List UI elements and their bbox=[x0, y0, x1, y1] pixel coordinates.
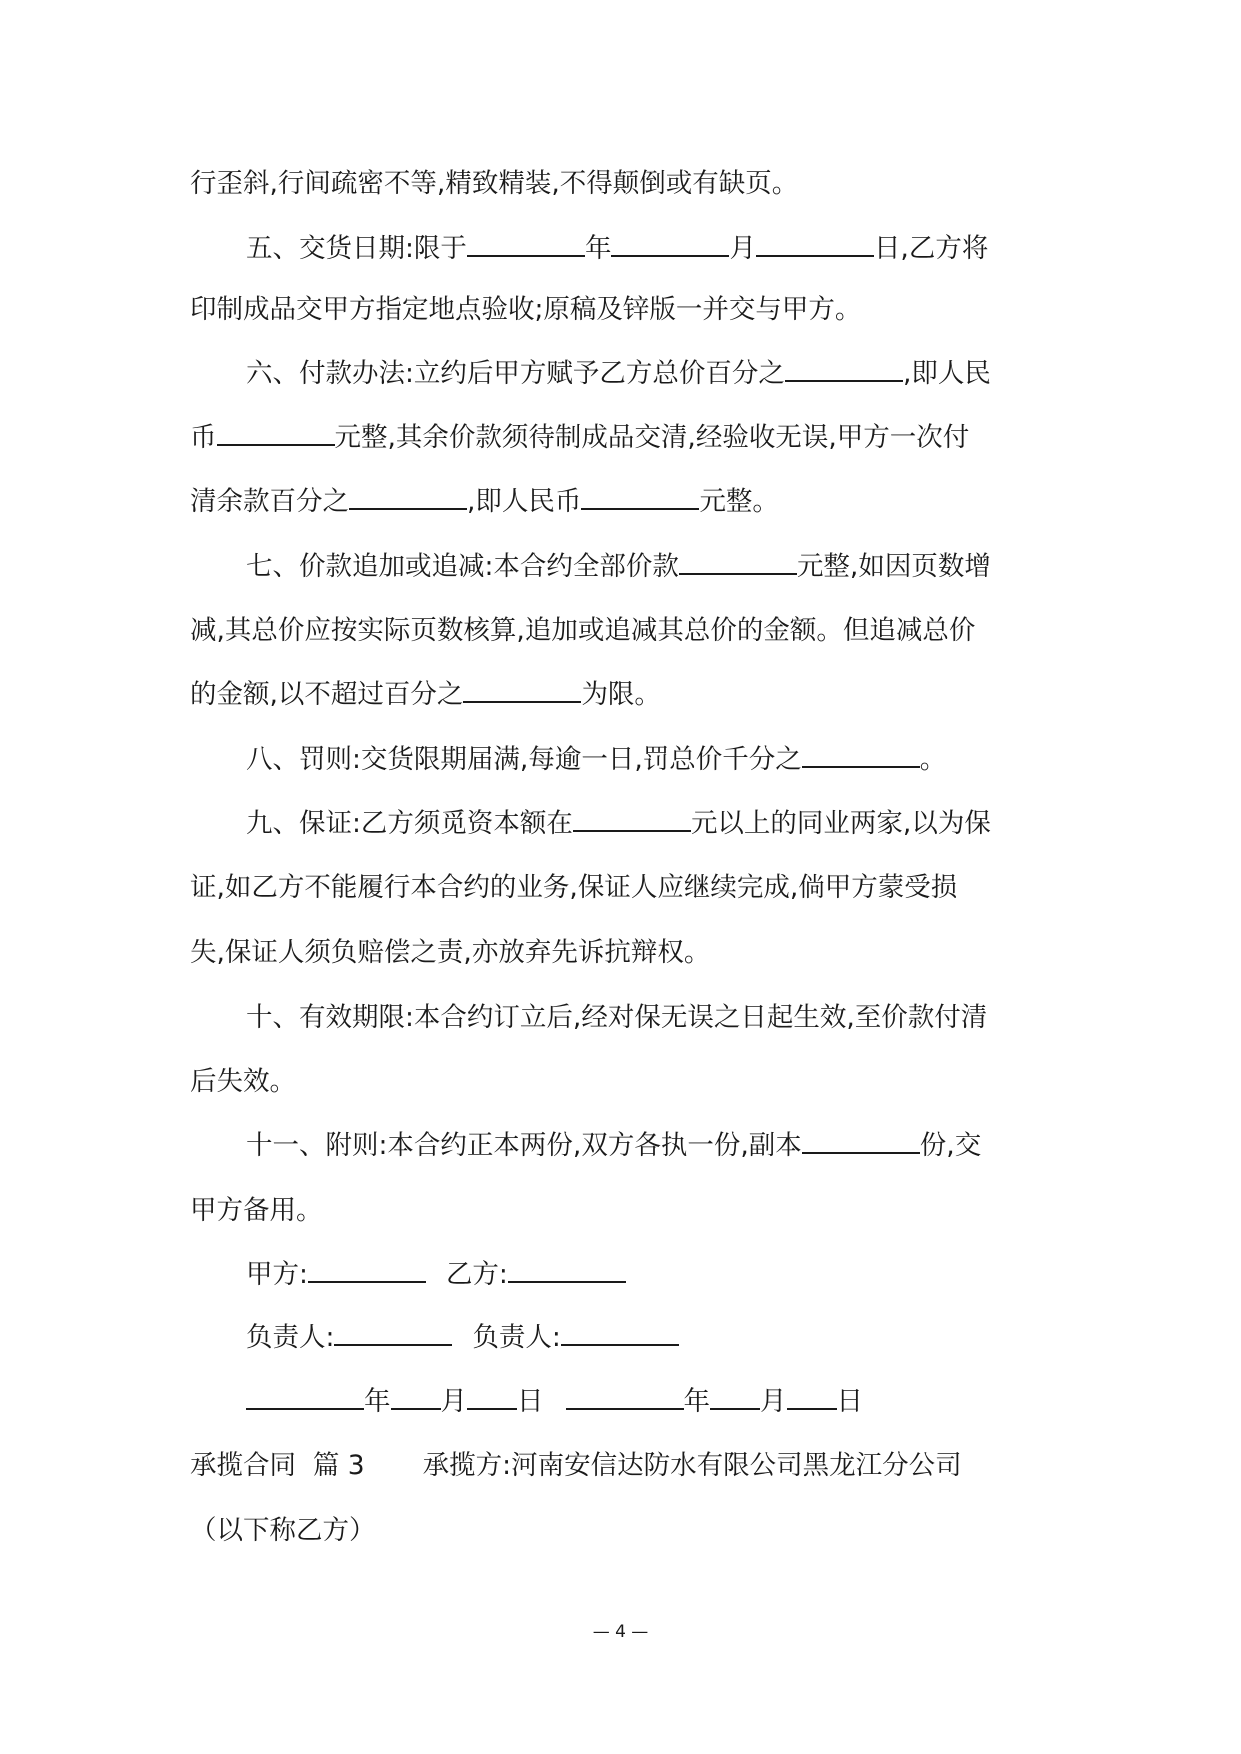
signature-representatives bbox=[246, 1318, 1046, 1358]
text: 币 bbox=[190, 422, 217, 453]
text: 五、交货日期:限于 bbox=[246, 233, 467, 264]
text: 元以上的同业两家,以为保 bbox=[690, 808, 991, 839]
rep-a-label: 负责人: bbox=[246, 1322, 335, 1353]
signature-dates bbox=[246, 1382, 1046, 1422]
paragraph-line bbox=[190, 482, 1050, 522]
blank-month[interactable] bbox=[391, 1384, 441, 1410]
clause-5-delivery-date bbox=[246, 229, 1046, 269]
clause-7-price-adjustment bbox=[246, 547, 1046, 587]
text: 六、付款办法:立约后甲方赋予乙方总价百分之 bbox=[246, 358, 785, 389]
blank-day[interactable] bbox=[787, 1384, 837, 1410]
blank-amount[interactable] bbox=[679, 549, 797, 575]
paragraph-line bbox=[190, 290, 1050, 330]
section-heading bbox=[190, 1446, 1050, 1486]
text: 月 bbox=[440, 1386, 467, 1417]
text: 十一、附则:本合约正本两份,双方各执一份,副本 bbox=[246, 1130, 802, 1161]
paragraph-line bbox=[190, 675, 1050, 715]
text: 七、价款追加或追减:本合约全部价款 bbox=[246, 551, 679, 582]
text: 日 bbox=[836, 1386, 863, 1417]
clause-6-payment bbox=[246, 354, 1046, 394]
signature-parties bbox=[246, 1255, 1046, 1295]
text: 减,其总价应按实际页数核算,追加或追减其总价的金额。但追减总价 bbox=[190, 615, 976, 646]
text: 年 bbox=[683, 1386, 710, 1417]
text: 行歪斜,行间疏密不等,精致精装,不得颠倒或有缺页。 bbox=[190, 168, 799, 199]
blank-percent[interactable] bbox=[349, 484, 467, 510]
blank-copies[interactable] bbox=[802, 1128, 920, 1154]
text: （以下称乙方） bbox=[190, 1515, 376, 1546]
blank-month[interactable] bbox=[611, 231, 729, 257]
text: 十、有效期限:本合约订立后,经对保无误之日起生效,至价款付清 bbox=[246, 1002, 988, 1033]
blank-day[interactable] bbox=[467, 1384, 517, 1410]
text: ,即人民币 bbox=[467, 486, 582, 517]
text: ,即人民 bbox=[902, 358, 991, 389]
text: 清余款百分之 bbox=[190, 486, 349, 517]
rep-b-label: 负责人: bbox=[472, 1322, 561, 1353]
text: 元整,其余价款须待制成品交清,经验收无误,甲方一次付 bbox=[334, 422, 970, 453]
paragraph-line bbox=[190, 1191, 1050, 1231]
text: 八、罚则:交货限期届满,每逾一日,罚总价千分之 bbox=[246, 744, 802, 775]
blank-party-b[interactable] bbox=[508, 1257, 626, 1283]
blank-percent[interactable] bbox=[463, 677, 581, 703]
text: 日,乙方将 bbox=[873, 233, 989, 264]
text: 年 bbox=[364, 1386, 391, 1417]
section-title: 承揽合同 篇 3 bbox=[190, 1450, 365, 1481]
blank-rep-a[interactable] bbox=[334, 1320, 452, 1346]
blank-rep-b[interactable] bbox=[561, 1320, 679, 1346]
blank-permille[interactable] bbox=[802, 742, 920, 768]
text: 日 bbox=[517, 1386, 544, 1417]
blank-percent[interactable] bbox=[785, 356, 903, 382]
text: 的金额,以不超过百分之 bbox=[190, 679, 464, 710]
paragraph-line bbox=[190, 164, 1050, 204]
blank-day[interactable] bbox=[756, 231, 874, 257]
blank-year[interactable] bbox=[467, 231, 585, 257]
text: 九、保证:乙方须觅资本额在 bbox=[246, 808, 573, 839]
paragraph-line bbox=[190, 418, 1050, 458]
text: 为限。 bbox=[581, 679, 661, 710]
clause-11-appendix bbox=[246, 1126, 1046, 1166]
paragraph-line bbox=[190, 933, 1050, 973]
contractor-name: 承揽方:河南安信达防水有限公司黑龙江分公司 bbox=[422, 1450, 962, 1481]
blank-party-a[interactable] bbox=[308, 1257, 426, 1283]
text: 。 bbox=[919, 744, 947, 775]
clause-9-guarantee bbox=[246, 804, 1046, 844]
text: 份,交 bbox=[919, 1130, 982, 1161]
text: 元整,如因页数增 bbox=[796, 551, 991, 582]
text: 年 bbox=[584, 233, 612, 264]
blank-year[interactable] bbox=[246, 1384, 364, 1410]
text: 月 bbox=[729, 233, 756, 264]
blank-capital[interactable] bbox=[573, 806, 691, 832]
blank-year[interactable] bbox=[566, 1384, 684, 1410]
paragraph-line bbox=[190, 611, 1050, 651]
text: 甲方备用。 bbox=[190, 1195, 323, 1226]
text: 失,保证人须负赔偿之责,亦放弃先诉抗辩权。 bbox=[190, 937, 711, 968]
blank-amount[interactable] bbox=[581, 484, 699, 510]
blank-amount[interactable] bbox=[217, 420, 335, 446]
text: 月 bbox=[760, 1386, 787, 1417]
paragraph-line bbox=[190, 1062, 1050, 1102]
text: 元整。 bbox=[699, 486, 779, 517]
text: 证,如乙方不能履行本合约的业务,保证人应继续完成,倘甲方蒙受损 bbox=[190, 872, 958, 903]
paragraph-line bbox=[190, 1511, 1050, 1551]
party-b-label: 乙方: bbox=[445, 1259, 508, 1290]
clause-10-validity bbox=[246, 998, 1046, 1038]
blank-month[interactable] bbox=[710, 1384, 760, 1410]
text: 后失效。 bbox=[190, 1066, 296, 1097]
party-a-label: 甲方: bbox=[246, 1259, 308, 1290]
clause-8-penalty bbox=[246, 740, 1046, 780]
page-number: — 4 — bbox=[592, 1622, 649, 1642]
text: 印制成品交甲方指定地点验收;原稿及锌版一并交与甲方。 bbox=[190, 294, 862, 325]
paragraph-line bbox=[190, 868, 1050, 908]
